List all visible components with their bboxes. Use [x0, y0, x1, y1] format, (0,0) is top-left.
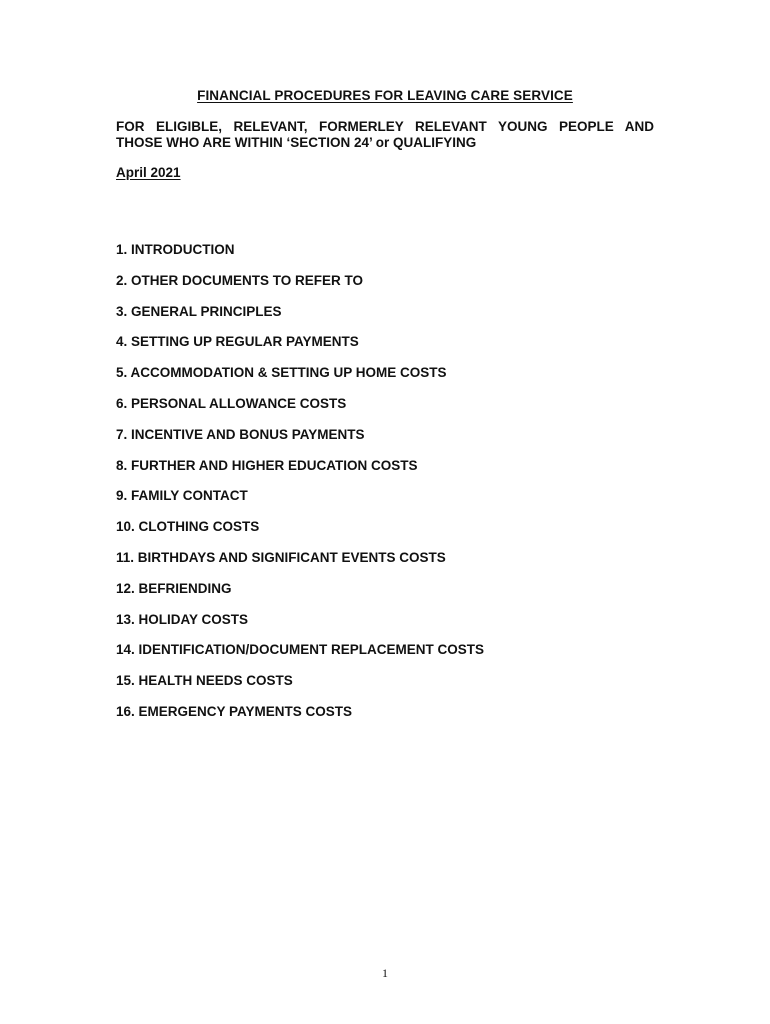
toc-item-birthdays-events: 11. BIRTHDAYS AND SIGNIFICANT EVENTS COSTS: [116, 549, 446, 565]
toc-item-general-principles: 3. GENERAL PRINCIPLES: [116, 303, 282, 319]
toc-item-accommodation: 5. ACCOMMODATION & SETTING UP HOME COSTS: [116, 365, 447, 381]
document-date: April 2021: [116, 165, 181, 180]
toc-item-regular-payments: 4. SETTING UP REGULAR PAYMENTS: [116, 334, 359, 350]
document-subtitle: [116, 119, 654, 150]
subtitle-line-1: FOR ELIGIBLE, RELEVANT, FORMERLEY RELEVANT YOUNG PEOPLE AND: [116, 119, 654, 134]
document-title: FINANCIAL PROCEDURES FOR LEAVING CARE SERVICE: [197, 88, 573, 103]
page-number: 1: [382, 966, 388, 980]
toc-item-education-costs: 8. FURTHER AND HIGHER EDUCATION COSTS: [116, 457, 418, 473]
toc-item-health-needs: 15. HEALTH NEEDS COSTS: [116, 673, 293, 689]
subtitle-line-2: THOSE WHO ARE WITHIN ‘SECTION 24’ or QUALIFYING: [116, 134, 477, 150]
toc-item-incentive-bonus: 7. INCENTIVE AND BONUS PAYMENTS: [116, 426, 365, 442]
toc-item-personal-allowance: 6. PERSONAL ALLOWANCE COSTS: [116, 395, 347, 411]
toc-item-emergency-payments: 16. EMERGENCY PAYMENTS COSTS: [116, 703, 353, 719]
toc-item-introduction: 1. INTRODUCTION: [116, 242, 235, 257]
toc-item-other-documents: 2. OTHER DOCUMENTS TO REFER TO: [116, 272, 364, 288]
toc-item-clothing-costs: 10. CLOTHING COSTS: [116, 519, 260, 535]
toc-item-befriending: 12. BEFRIENDING: [116, 580, 232, 596]
table-of-contents: [116, 242, 484, 735]
toc-item-holiday-costs: 13. HOLIDAY COSTS: [116, 611, 249, 627]
toc-item-identification: 14. IDENTIFICATION/DOCUMENT REPLACEMENT COSTS: [116, 642, 485, 658]
toc-item-family-contact: 9. FAMILY CONTACT: [116, 488, 248, 504]
